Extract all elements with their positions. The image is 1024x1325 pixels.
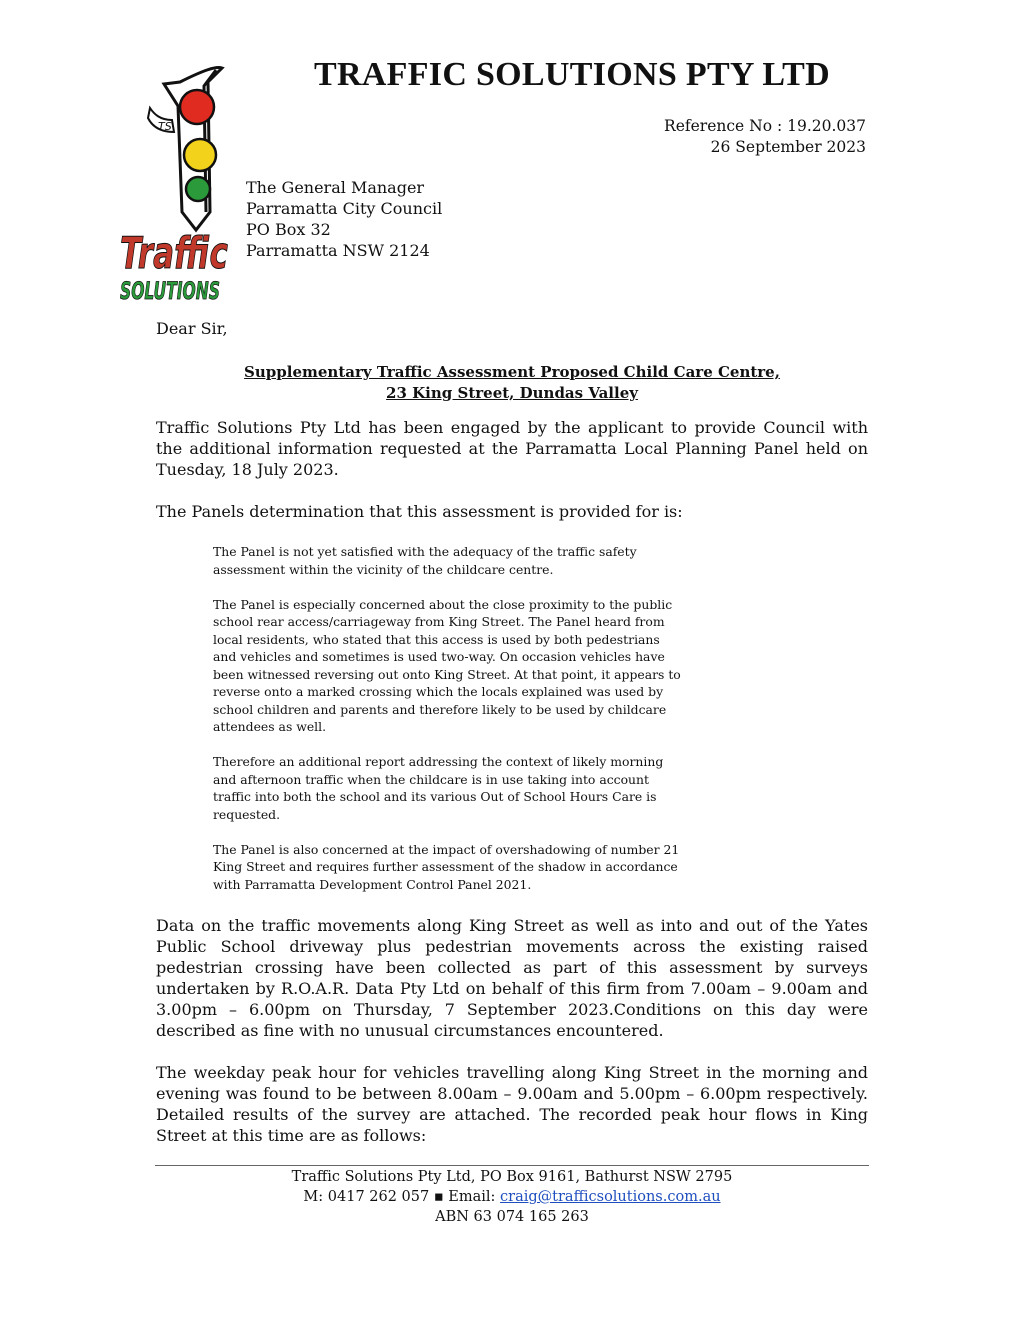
subject-line-2: 23 King Street, Dundas Valley	[386, 384, 638, 402]
footer-email-link[interactable]: craig@trafficsolutions.com.au	[500, 1189, 721, 1205]
recipient-line-3: PO Box 32	[246, 220, 331, 239]
body-paragraph-3: Data on the traffic movements along King Street as well as into and out of the Yates Public School driveway plus pedestrian movements across the existing raised pedestrian crossing have been collected as part of this assessment by surveys undertaken by R.O.A.R. Data Pty Ltd on behalf of this firm from 7.00am – 9.00am and 3.00pm – 6.00pm on Thursday, 7 September 2023.Conditions on this day were described as fine with no unusual circumstances encountered.	[156, 916, 868, 1040]
footer-phone: M: 0417 262 057	[303, 1189, 430, 1205]
recipient-line-2: Parramatta City Council	[246, 199, 443, 218]
quote-paragraph-2: The Panel is especially concerned about the close proximity to the public school rear access/carriageway from King Street. The Panel heard from local residents, who stated that this access is used by both pedestrians and vehicles and sometimes is used two-way. On occasion vehicles have been witnessed reversing out onto King Street. At that point, it appears to reverse onto a marked crossing which the locals explained was used by school children and parents and therefore likely to be used by childcare attendees as well.	[213, 596, 681, 734]
letter-footer	[156, 1167, 868, 1227]
footer-address: Traffic Solutions Pty Ltd, PO Box 9161, Bathurst NSW 2795	[291, 1169, 733, 1185]
logo-word-traffic: Traffic	[120, 228, 228, 279]
body-paragraph-1: Traffic Solutions Pty Ltd has been engaged by the applicant to provide Council with the additional information requested at the Parramatta Local Planning Panel held on Tuesday, 18 July 2023.	[156, 418, 868, 479]
company-name: TRAFFIC SOLUTIONS PTY LTD	[313, 56, 831, 93]
subject-heading	[156, 362, 868, 404]
panel-determination-quote	[213, 543, 683, 911]
footer-separator: ▪	[433, 1189, 444, 1205]
recipient-address	[246, 177, 442, 261]
traffic-solutions-logo	[112, 62, 237, 307]
footer-contact	[156, 1187, 868, 1207]
recipient-line-1: The General Manager	[246, 178, 425, 197]
body-paragraph-2: The Panels determination that this assessment is provided for is:	[156, 502, 683, 521]
letter-date: 26 September 2023	[710, 138, 866, 156]
quote-paragraph-4: The Panel is also concerned at the impact of overshadowing of number 21 King Street and requires further assessment of the shadow in accordance with Parramatta Development Control Panel 2021.	[213, 841, 680, 892]
logo-word-solutions: SOLUTIONS	[120, 277, 220, 305]
reference-number: Reference No : 19.20.037	[664, 117, 866, 135]
reference-block	[664, 116, 866, 158]
footer-email-label: Email:	[448, 1189, 496, 1205]
footer-abn: ABN 63 074 165 263	[435, 1209, 589, 1225]
recipient-line-4: Parramatta NSW 2124	[246, 241, 430, 260]
logo-badge: TS	[158, 120, 172, 133]
quote-paragraph-1: The Panel is not yet satisfied with the adequacy of the traffic safety assessment within the vicinity of the childcare centre.	[213, 544, 637, 577]
footer-divider	[155, 1165, 869, 1166]
quote-paragraph-3: Therefore an additional report addressing the context of likely morning and afternoon traffic when the childcare is in use taking into account traffic into both the school and its various Out of School Hours Care is requested.	[213, 754, 664, 822]
subject-line-1: Supplementary Traffic Assessment Proposed Child Care Centre,	[244, 363, 780, 381]
salutation: Dear Sir,	[156, 319, 228, 338]
body-paragraph-4: The weekday peak hour for vehicles travelling along King Street in the morning and evening was found to be between 8.00am – 9.00am and 5.00pm – 6.00pm respectively. Detailed results of the survey are attached. The recorded peak hour flows in King Street at this time are as follows:	[156, 1063, 868, 1145]
